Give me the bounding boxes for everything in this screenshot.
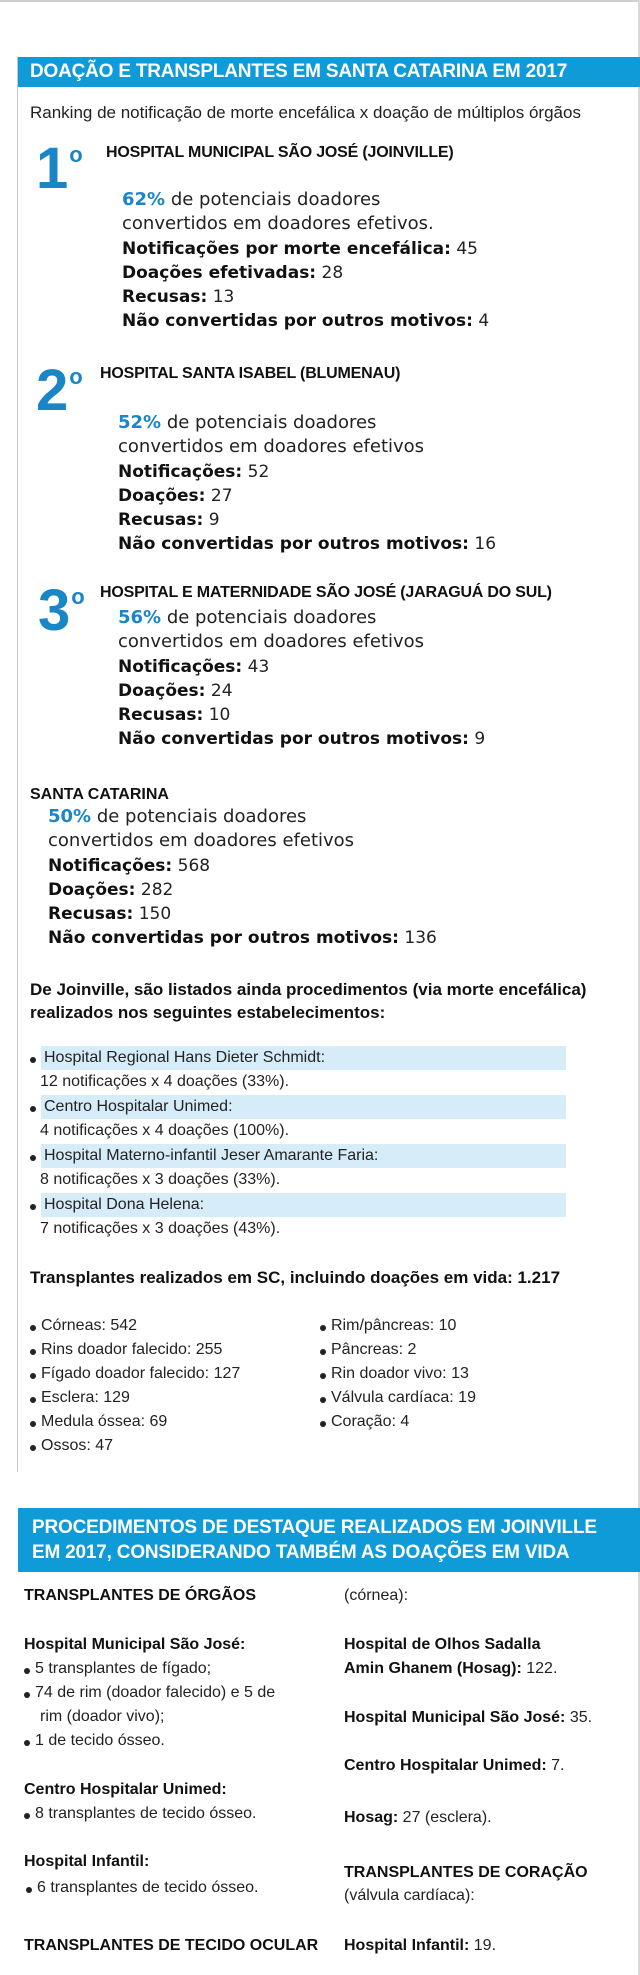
rank-1-row: Doações efetivadas: 28 <box>122 263 344 283</box>
rank-3-pct-line-2: convertidos em doadores efetivos <box>118 631 425 652</box>
hospital-name: Hospital Infantil: <box>24 1853 150 1870</box>
rank-3-pct-line: 56% de potenciais doadores <box>118 607 377 628</box>
bullet-icon <box>24 1813 30 1819</box>
list-item: 74 de rim (doador falecido) e 5 de <box>24 1681 275 1705</box>
procedures-banner <box>18 1508 640 1572</box>
rank-3-row: Recusas: 10 <box>118 705 231 725</box>
transplant-item: Pâncreas: 2 <box>320 1338 416 1362</box>
bullet-icon <box>24 1740 30 1746</box>
sc-row: Doações: 282 <box>48 880 174 900</box>
list-item: 8 transplantes de tecido ósseo. <box>24 1802 256 1826</box>
list-item: 1 de tecido ósseo. <box>24 1729 165 1753</box>
list-item-detail: 4 notificações x 4 doações (100%). <box>40 1122 290 1139</box>
rank-2-row: Recusas: 9 <box>118 510 220 530</box>
organ-transplants-heading: TRANSPLANTES DE ÓRGÃOS <box>24 1587 257 1604</box>
bullet-icon <box>30 1349 36 1355</box>
list-item: 5 transplantes de fígado; <box>24 1657 211 1681</box>
chu-line: Centro Hospitalar Unimed: 7. <box>344 1757 565 1774</box>
rank-3-row: Não convertidas por outros motivos: 9 <box>118 729 486 749</box>
bullet-icon <box>30 1325 36 1331</box>
transplant-item: Córneas: 542 <box>30 1314 137 1338</box>
rank-3-hospital: HOSPITAL E MATERNIDADE SÃO JOSÉ (JARAGUÁ DO SUL) <box>100 584 552 601</box>
transplant-item: Ossos: 47 <box>30 1434 113 1458</box>
joinville-intro-line-1: De Joinville, são listados ainda procedimentos (via morte encefálica) <box>30 980 587 999</box>
rank-1-row: Notificações por morte encefálica: 45 <box>122 239 478 259</box>
transplant-item: Válvula cardíaca: 19 <box>320 1386 476 1410</box>
bullet-icon <box>320 1325 326 1331</box>
bullet-icon <box>30 1057 36 1063</box>
bullet-icon <box>24 1668 30 1674</box>
rank-2-row: Notificações: 52 <box>118 462 270 482</box>
bullet-icon <box>30 1204 36 1210</box>
bullet-icon <box>24 1692 30 1698</box>
sc-pct-line: 50% de potenciais doadores <box>48 806 307 827</box>
rank-2-row: Doações: 27 <box>118 486 233 506</box>
hospital-name: Hospital Municipal São José: <box>24 1636 246 1653</box>
transplant-item: Medula óssea: 69 <box>30 1410 167 1434</box>
bullet-icon <box>30 1445 36 1451</box>
sc-row: Não convertidas por outros motivos: 136 <box>48 928 437 948</box>
transplant-item: Rins doador falecido: 255 <box>30 1338 222 1362</box>
rank-1-pct-line-2: convertidos em doadores efetivos. <box>122 213 434 234</box>
rank-1-number: 1 $^o$ <box>36 136 83 201</box>
subtitle: Ranking de notificação de morte encefálica x doação de múltiplos órgãos <box>30 103 581 122</box>
sc-title: SANTA CATARINA <box>30 786 169 803</box>
transplants-title: Transplantes realizados em SC, incluindo doações em vida: 1.217 <box>30 1268 561 1287</box>
list-item: Hospital Materno-infantil Jeser Amarante Faria: <box>30 1144 570 1168</box>
bullet-icon <box>320 1349 326 1355</box>
sc-pct-line-2: convertidos em doadores efetivos <box>48 830 355 851</box>
heart-transplants-heading: TRANSPLANTES DE CORAÇÃO <box>344 1864 588 1881</box>
bullet-icon <box>30 1106 36 1112</box>
procedures-banner-line-1: PROCEDIMENTOS DE DESTAQUE REALIZADOS EM JOINVILLE <box>32 1517 597 1538</box>
hosag-line-1: Hospital de Olhos Sadalla <box>344 1636 541 1653</box>
list-item-detail: 7 notificações x 3 doações (43%). <box>40 1220 281 1237</box>
bullet-icon <box>320 1373 326 1379</box>
ocular-transplants-heading: TRANSPLANTES DE TECIDO OCULAR <box>24 1937 319 1954</box>
rank-3-row: Doações: 24 <box>118 681 233 701</box>
joinville-intro-line-2: realizados nos seguintes estabelecimentos: <box>30 1003 386 1022</box>
list-item: 6 transplantes de tecido ósseo. <box>26 1876 258 1900</box>
bullet-icon <box>30 1373 36 1379</box>
rank-1-row: Recusas: 13 <box>122 287 235 307</box>
rank-2-row: Não convertidas por outros motivos: 16 <box>118 534 497 554</box>
hosag-line-2: Amin Ghanem (Hosag): 122. <box>344 1660 558 1677</box>
hmsj-line: Hospital Municipal São José: 35. <box>344 1709 593 1726</box>
transplant-item: Rin doador vivo: 13 <box>320 1362 469 1386</box>
list-item: Hospital Dona Helena: <box>30 1193 570 1217</box>
transplant-item: Fígado doador falecido: 127 <box>30 1362 240 1386</box>
rank-1-row: Não convertidas por outros motivos: 4 <box>122 311 490 331</box>
list-item-cont: rim (doador vivo); <box>40 1708 165 1725</box>
rank-2-pct-line: 52% de potenciais doadores <box>118 412 377 433</box>
bullet-icon <box>30 1155 36 1161</box>
sc-row: Recusas: 150 <box>48 904 172 924</box>
top-rule <box>0 0 640 2</box>
hospital-infantil-line: Hospital Infantil: 19. <box>344 1937 497 1954</box>
rank-1-pct-line: 62% de potenciais doadores <box>122 189 381 210</box>
list-item: Hospital Regional Hans Dieter Schmidt: <box>30 1046 570 1070</box>
hospital-name: Centro Hospitalar Unimed: <box>24 1781 227 1798</box>
list-item-detail: 12 notificações x 4 doações (33%). <box>40 1073 290 1090</box>
bullet-icon <box>320 1421 326 1427</box>
bullet-icon <box>30 1421 36 1427</box>
cornea-label: (córnea): <box>344 1587 409 1604</box>
rank-1-hospital: HOSPITAL MUNICIPAL SÃO JOSÉ (JOINVILLE) <box>106 144 454 161</box>
rank-3-row: Notificações: 43 <box>118 657 270 677</box>
bullet-icon <box>30 1397 36 1403</box>
header-banner: DOAÇÃO E TRANSPLANTES EM SANTA CATARINA EM 2017 <box>18 57 640 87</box>
bullet-icon <box>320 1397 326 1403</box>
transplant-item: Rim/pâncreas: 10 <box>320 1314 456 1338</box>
list-item: Centro Hospitalar Unimed: <box>30 1095 570 1119</box>
procedures-banner-line-2: EM 2017, CONSIDERANDO TAMBÉM AS DOAÇÕES EM VIDA <box>32 1542 570 1563</box>
rank-2-pct-line-2: convertidos em doadores efetivos <box>118 436 425 457</box>
transplant-item: Esclera: 129 <box>30 1386 130 1410</box>
hosag-esclera-line: Hosag: 27 (esclera). <box>344 1809 492 1826</box>
sc-row: Notificações: 568 <box>48 856 211 876</box>
heart-subheading: (válvula cardíaca): <box>344 1887 475 1904</box>
transplant-item: Coração: 4 <box>320 1410 409 1434</box>
rank-2-hospital: HOSPITAL SANTA ISABEL (BLUMENAU) <box>100 365 401 382</box>
bullet-icon <box>26 1887 32 1893</box>
list-item-detail: 8 notificações x 3 doações (33%). <box>40 1171 281 1188</box>
rank-3-number: 3 $^o$ <box>38 578 85 643</box>
rank-2-number: 2 $^o$ <box>36 358 83 423</box>
